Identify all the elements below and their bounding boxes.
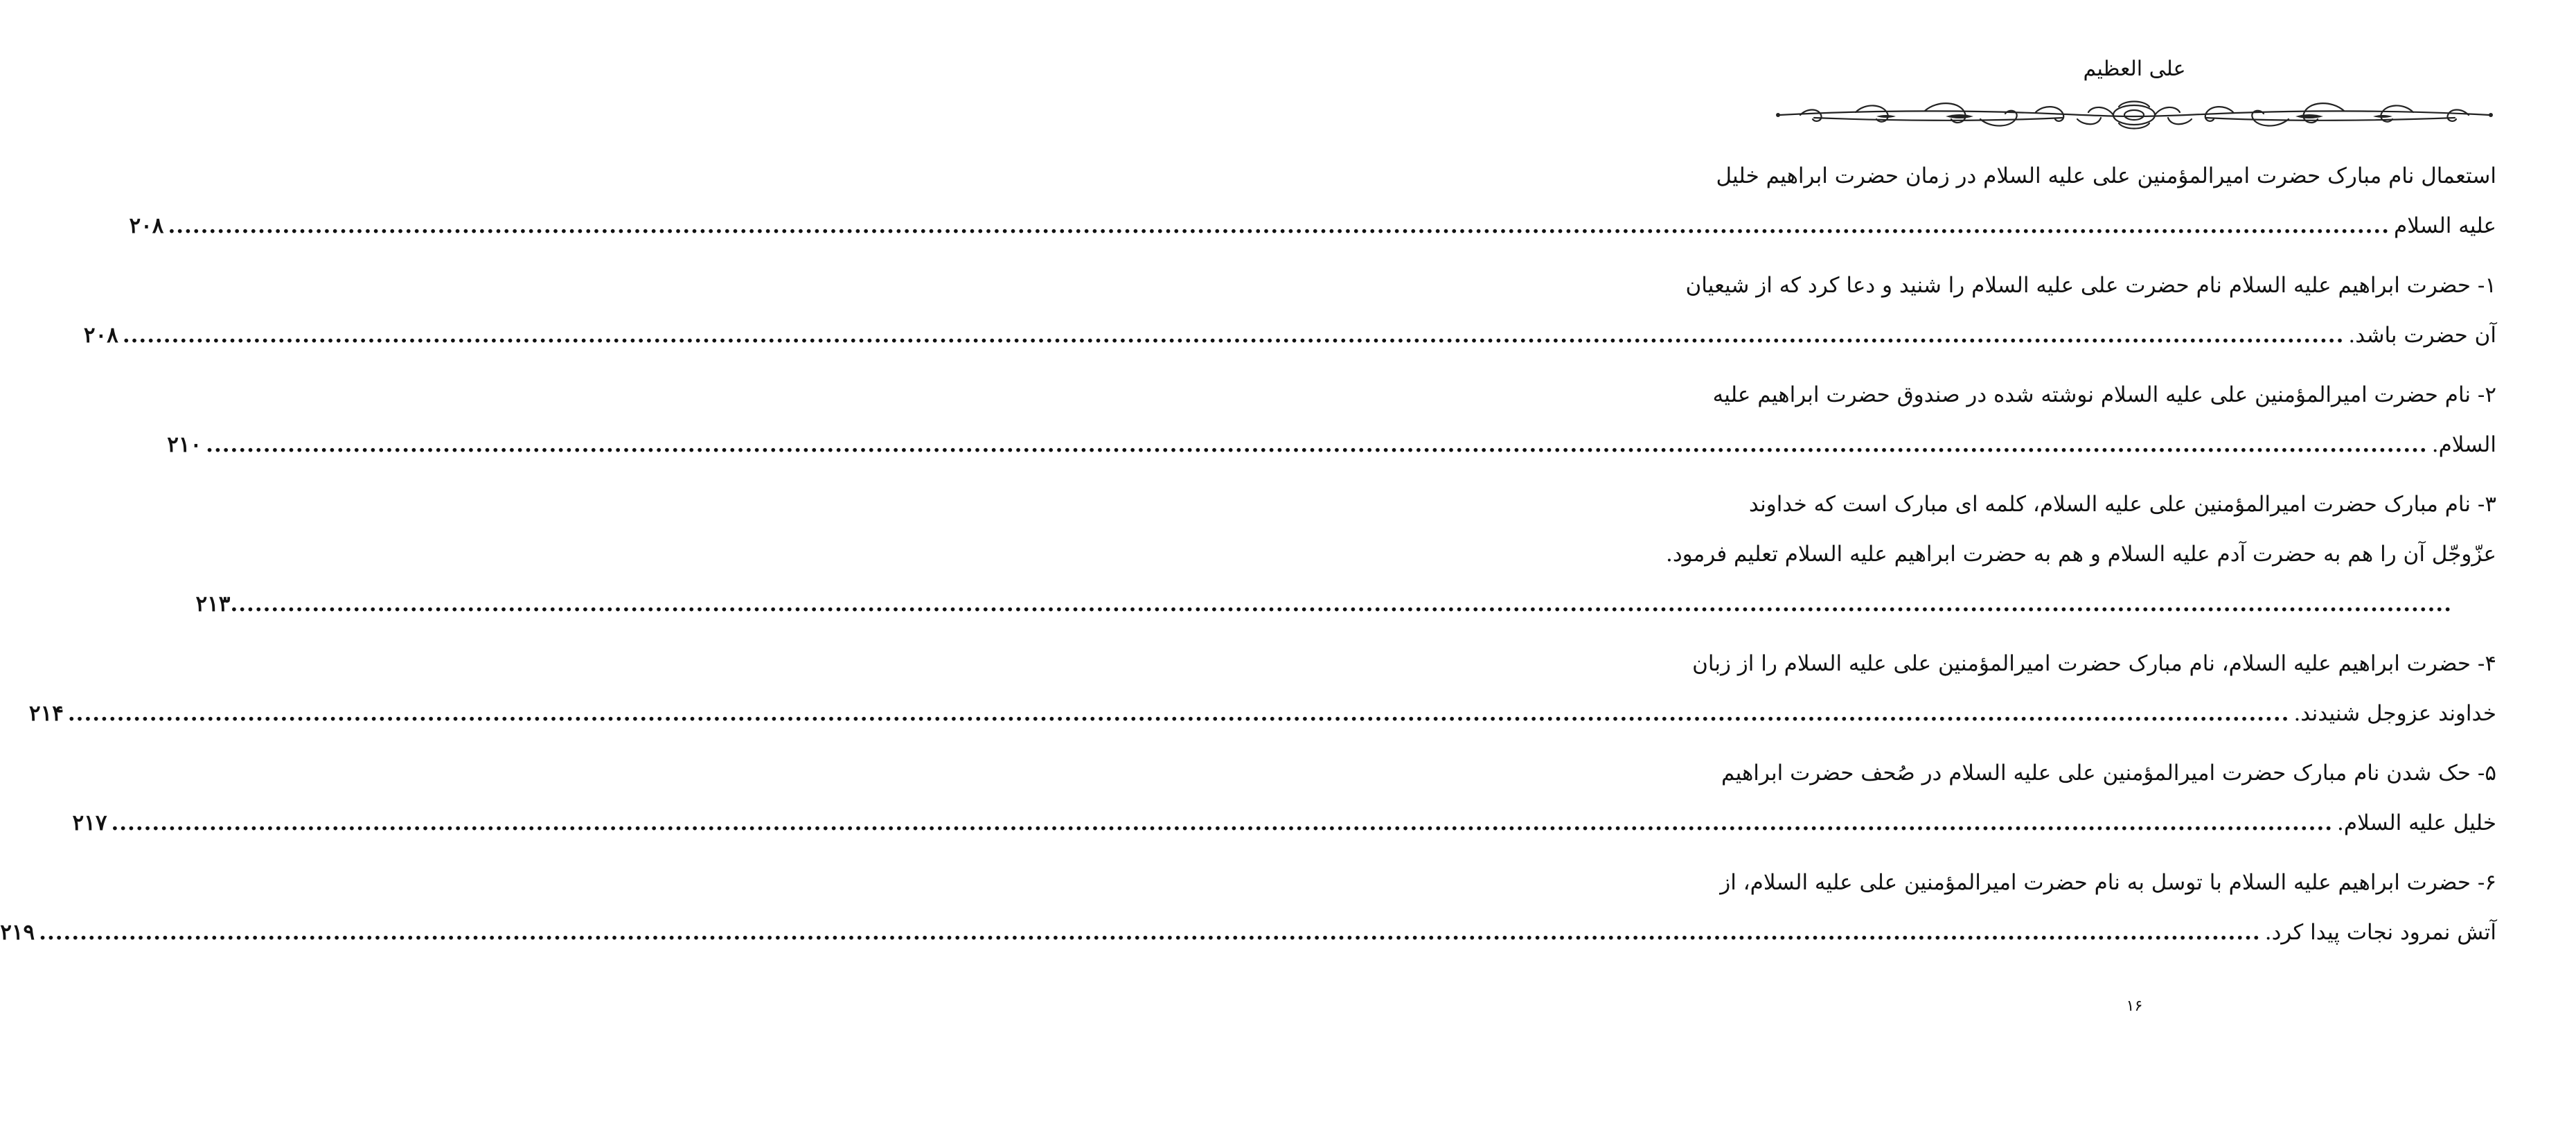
toc-entry[interactable] xyxy=(28,639,2496,738)
toc-entry-text: استعمال نام مبارک حضرت امیرالمؤمنین علی علیه السلام در زمان حضرت ابراهیم خلیل xyxy=(1716,163,2496,188)
toc-entry-text: خداوند عزوجل شنیدند. xyxy=(2293,701,2496,726)
toc-page-number: ۲۱۹ xyxy=(0,920,35,945)
toc-entry[interactable] xyxy=(167,370,2496,470)
toc-page-number: ۲۰۸ xyxy=(83,323,118,348)
toc-entry-text: خلیل علیه السلام. xyxy=(2337,810,2496,835)
decorative-scroll-divider xyxy=(1773,96,2496,134)
dot-leader xyxy=(206,420,2428,470)
toc-entry[interactable] xyxy=(195,479,2496,629)
toc-page-number: ۲۱۰ xyxy=(167,432,202,457)
toc-page-number: ۲۰۸ xyxy=(129,213,164,238)
toc-entry-leader-line xyxy=(167,420,2496,470)
dot-leader xyxy=(68,689,2290,738)
toc-page-number: ۲۱۷ xyxy=(72,810,107,835)
toc-entry-text: ۴- حضرت ابراهیم علیه السلام، نام مبارک حضرت امیرالمؤمنین علی علیه السلام را از زبان xyxy=(1692,651,2496,676)
toc-entry[interactable] xyxy=(0,858,2496,957)
toc-entry-leader-line xyxy=(129,201,2496,251)
toc-entry-text: ۶- حضرت ابراهیم علیه السلام با توسل به نام حضرت امیرالمؤمنین علی علیه السلام، از xyxy=(1720,870,2496,895)
toc-entry-text: السلام. xyxy=(2431,432,2496,457)
toc-entry-leader-line xyxy=(83,310,2496,360)
dot-leader xyxy=(39,907,2261,957)
table-of-contents xyxy=(0,151,2496,967)
toc-entry[interactable] xyxy=(72,748,2496,848)
toc-entry-text: ۲- نام حضرت امیرالمؤمنین علی علیه السلام نوشته شده در صندوق حضرت ابراهیم علیه xyxy=(1712,382,2496,407)
toc-entry-leader-line xyxy=(0,907,2496,957)
toc-entry-text: ۳- نام مبارک حضرت امیرالمؤمنین علی علیه السلام، کلمه ای مبارک است که خداوند xyxy=(1748,492,2496,517)
toc-page-number: ۲۱۴ xyxy=(28,701,64,726)
toc-entry-text: علیه السلام xyxy=(2394,213,2496,238)
running-header-title: علی العظیم xyxy=(2083,57,2186,81)
dot-leader xyxy=(168,201,2390,251)
dot-leader xyxy=(123,310,2345,360)
toc-entry-leader-line xyxy=(28,689,2496,738)
page-number: ۱۶ xyxy=(2126,998,2143,1015)
toc-entry[interactable] xyxy=(129,151,2496,251)
dot-leader xyxy=(230,579,2452,629)
toc-page-number: ۲۱۳ xyxy=(195,592,231,617)
toc-entry-text: ۱- حضرت ابراهیم علیه السلام نام حضرت علی علیه السلام را شنید و دعا کرد که از شیعیان xyxy=(1685,273,2496,298)
toc-entry[interactable] xyxy=(83,260,2496,360)
toc-entry-text: آتش نمرود نجات پیدا کرد. xyxy=(2264,920,2496,945)
toc-entry-leader-line xyxy=(195,579,2496,629)
toc-entry-text: عزّوجّل آن را هم به حضرت آدم علیه السلام و هم به حضرت ابراهیم علیه السلام تعلیم فرمود. xyxy=(1666,542,2496,567)
toc-entry-text: آن حضرت باشد. xyxy=(2348,323,2496,348)
toc-entry-text: ۵- حک شدن نام مبارک حضرت امیرالمؤمنین علی علیه السلام در صُحف حضرت ابراهیم xyxy=(1721,761,2496,786)
dot-leader xyxy=(111,798,2333,848)
toc-entry-leader-line xyxy=(72,798,2496,848)
